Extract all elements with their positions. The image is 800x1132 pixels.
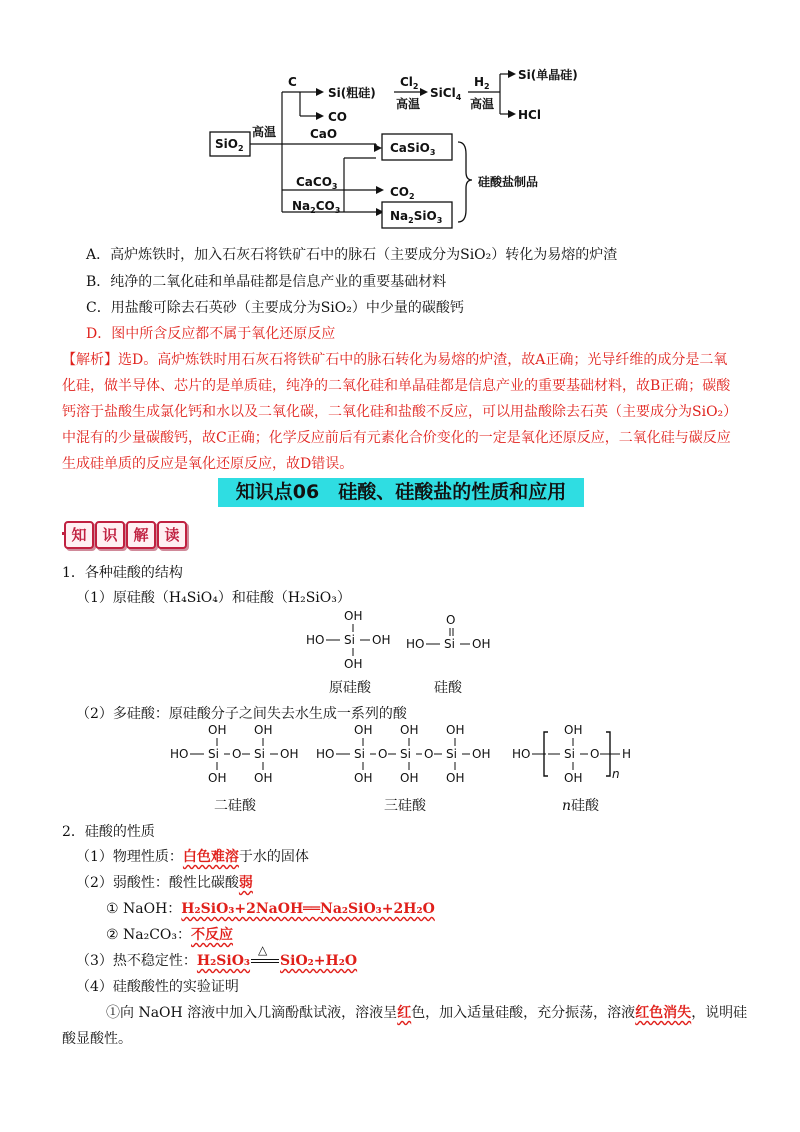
section-title: 知识点06 硅酸、硅酸盐的性质和应用 <box>218 478 584 507</box>
analysis-line-3: 钙溶于盐酸生成氯化钙和水以及二氧化碳，二氧化硅和盐酸不反应，可以用盐酸除去石英（主要成分为SiO₂） <box>62 404 738 420</box>
svg-text:OH: OH <box>344 609 363 623</box>
badge-char-3: 解 <box>126 521 156 549</box>
caption-n-silicic: n硅酸 <box>562 798 600 814</box>
option-c: C．用盐酸可除去石英砂（主要成分为SiO₂）中少量的碳酸钙 <box>86 300 464 316</box>
svg-text:Si: Si <box>564 747 575 761</box>
option-d: D．图中所含反应都不属于氧化还原反应 <box>86 326 336 342</box>
svg-text:Na2CO3: $Na_2CO_3$ <box>292 199 341 215</box>
svg-text:O: O <box>590 747 600 761</box>
svg-text:OH: OH <box>372 633 391 647</box>
svg-text:OH: OH <box>472 637 491 651</box>
svg-text:OH: OH <box>254 771 273 785</box>
subheading-1-2: （2）多硅酸：原硅酸分子之间失去水生成一系列的酸 <box>76 706 407 722</box>
svg-text:O: O <box>232 747 242 761</box>
svg-text:Si: Si <box>344 633 355 647</box>
subheading-1-1: （1）原硅酸（H₄SiO₄）和硅酸（H₂SiO₃） <box>76 590 351 606</box>
svg-text:Si: Si <box>400 747 411 761</box>
svg-text:Si: Si <box>208 747 219 761</box>
svg-text:OH: OH <box>344 657 363 671</box>
svg-text:HO: HO <box>316 747 335 761</box>
svg-text:OH: OH <box>564 771 583 785</box>
svg-text:Si: Si <box>444 637 455 651</box>
svg-text:OH: OH <box>354 771 373 785</box>
svg-text:CO2: $CO_2$ <box>390 185 415 201</box>
svg-text:OH: OH <box>400 771 419 785</box>
svg-text:CaO: CaO <box>310 127 338 141</box>
silicon-flow-diagram <box>200 62 620 234</box>
svg-text:OH: OH <box>400 723 419 737</box>
svg-text:OH: OH <box>280 747 299 761</box>
n-silicic-acid-structure <box>510 722 640 786</box>
svg-text:OH: OH <box>208 771 227 785</box>
svg-text:SiO2: SiO$_2$ <box>215 137 244 153</box>
property-naoh: ① NaOH：H₂SiO₃+2NaOH══Na₂SiO₃+2H₂O <box>106 901 435 917</box>
svg-text:Na2SiO3: $Na_2SiO_3$ <box>390 209 443 225</box>
disilicic-acid-structure <box>168 722 308 786</box>
svg-text:Cl2: $Cl_2$ <box>400 75 419 91</box>
svg-text:HO: HO <box>512 747 531 761</box>
svg-text:高温: 高温 <box>470 97 495 111</box>
property-na2co3: ② Na₂CO₃：不反应 <box>106 927 234 943</box>
caption-orthosilicic: 原硅酸 <box>329 680 371 696</box>
orthosilicic-acid-structure <box>304 608 404 672</box>
svg-text:OH: OH <box>354 723 373 737</box>
svg-text:O: O <box>378 747 388 761</box>
trisilicic-acid-structure <box>314 722 504 786</box>
svg-text:Si: Si <box>254 747 265 761</box>
property-weak-acid: （2）弱酸性：酸性比碳酸弱 <box>76 875 253 891</box>
svg-text:H2: $H_2$ <box>474 75 490 91</box>
badge-char-1: 知 <box>64 521 94 549</box>
analysis-line-2: 化硅，做半导体、芯片的是单质硅，纯净的二氧化硅和单晶硅都是信息产业的重要基础材料，故B正确；碳酸 <box>62 378 731 394</box>
svg-text:OH: OH <box>564 723 583 737</box>
svg-text:OH: OH <box>472 747 491 761</box>
svg-text:Si(单晶硅): Si(单晶硅) <box>518 68 578 82</box>
svg-text:Si: Si <box>446 747 457 761</box>
property-thermal: （3）热不稳定性：H₂SiO₃ △ SiO₂+H₂O <box>76 943 358 969</box>
svg-text:SiCl4: SiCl$_4$ <box>430 86 462 102</box>
svg-text:HO: HO <box>406 637 425 651</box>
svg-text:O: O <box>446 613 456 627</box>
analysis-line-4: 中混有的少量碳酸钙，故C正确；化学反应前后有元素化合价变化的一定是氧化还原反应，二氧化硅与碳反应 <box>62 430 731 446</box>
option-a: A．高炉炼铁时，加入石灰石将铁矿石中的脉石（主要成分为SiO₂）转化为易熔的炉渣 <box>86 247 618 263</box>
svg-text:O: O <box>424 747 434 761</box>
svg-text:HCl: HCl <box>518 108 541 122</box>
analysis-line-5: 生成硅单质的反应是氧化还原反应，故D错误。 <box>62 456 354 472</box>
svg-text:OH: OH <box>446 771 465 785</box>
svg-text:Si(粗硅): Si(粗硅) <box>328 86 376 100</box>
property-experiment: （4）硅酸酸性的实验证明 <box>76 979 239 995</box>
caption-silicic: 硅酸 <box>434 680 462 696</box>
svg-text:高温: 高温 <box>396 97 421 111</box>
svg-text:OH: OH <box>208 723 227 737</box>
svg-text:HO: HO <box>170 747 189 761</box>
badge-char-2: 识 <box>95 521 125 549</box>
svg-text:C: C <box>288 75 297 89</box>
svg-text:OH: OH <box>254 723 273 737</box>
caption-disilicic: 二硅酸 <box>214 798 256 814</box>
svg-text:硅酸盐制品: 硅酸盐制品 <box>478 175 539 189</box>
experiment-step-1-cont: 酸显酸性。 <box>62 1031 132 1047</box>
svg-text:Si: Si <box>354 747 365 761</box>
gaowen-label: 高温 <box>252 125 277 139</box>
svg-text:n: n <box>612 767 620 781</box>
svg-text:OH: OH <box>446 723 465 737</box>
property-physical: （1）物理性质：白色难溶于水的固体 <box>76 849 309 865</box>
svg-text:HO: HO <box>306 633 325 647</box>
silicic-acid-structure <box>404 612 504 662</box>
svg-text:CO: CO <box>328 110 348 124</box>
option-b: B．纯净的二氧化硅和单晶硅都是信息产业的重要基础材料 <box>86 274 447 290</box>
analysis-line-1: 【解析】选D。高炉炼铁时用石灰石将铁矿石中的脉石转化为易熔的炉渣，故A正确；光导纤维的成分是二氧 <box>62 352 728 368</box>
svg-text:H: H <box>622 747 632 761</box>
experiment-step-1: ①向 NaOH 溶液中加入几滴酚酞试液，溶液呈红色，加入适量硅酸，充分振荡，溶液红色消失，说明硅 <box>106 1005 748 1021</box>
heading-1: 1．各种硅酸的结构 <box>62 565 183 581</box>
svg-text:CaSiO3: CaSiO$_3$ <box>390 141 436 157</box>
heading-2: 2．硅酸的性质 <box>62 824 155 840</box>
svg-text:CaCO3: CaCO$_3$ <box>296 175 338 191</box>
caption-trisilicic: 三硅酸 <box>384 798 426 814</box>
badge-char-4: 读 <box>157 521 187 549</box>
